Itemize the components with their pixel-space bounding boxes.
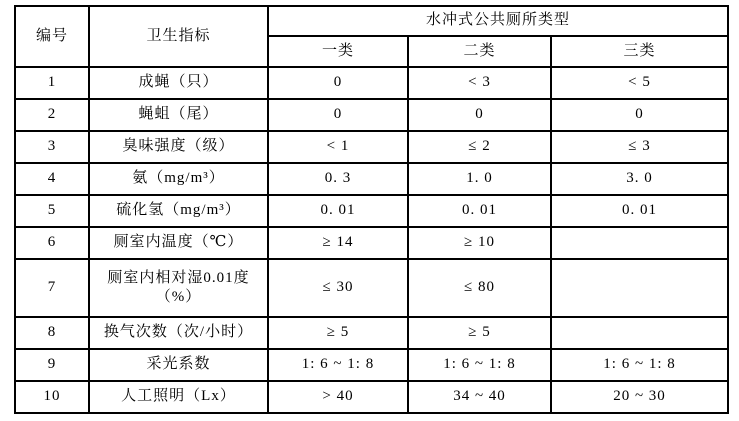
- indicator-cell: 人工照明（Lx）: [89, 381, 268, 413]
- table-row: [15, 349, 728, 381]
- indicator-cell: 蝇蛆（尾）: [89, 99, 268, 131]
- table-row: [15, 67, 728, 99]
- row-number-cell: 2: [15, 99, 89, 131]
- class2-value-cell: ≥ 10: [408, 227, 551, 259]
- row-number-cell: 9: [15, 349, 89, 381]
- class2-value-cell: 34 ~ 40: [408, 381, 551, 413]
- class3-value-cell: 1: 6 ~ 1: 8: [551, 349, 728, 381]
- indicator-cell: 厕室内温度（℃）: [89, 227, 268, 259]
- row-number-cell: 8: [15, 317, 89, 349]
- indicator-cell: 氨（mg/m³）: [89, 163, 268, 195]
- class1-value-cell: ≥ 5: [268, 317, 408, 349]
- row-number-cell: 4: [15, 163, 89, 195]
- table-row: [15, 259, 728, 317]
- table-row: [15, 381, 728, 413]
- class1-value-cell: 1: 6 ~ 1: 8: [268, 349, 408, 381]
- class1-value-cell: ≥ 14: [268, 227, 408, 259]
- class2-value-cell: ≤ 80: [408, 259, 551, 317]
- class2-value-cell: 0. 01: [408, 195, 551, 227]
- class2-value-cell: ≥ 5: [408, 317, 551, 349]
- row-number-cell: 5: [15, 195, 89, 227]
- class3-value-cell: 3. 0: [551, 163, 728, 195]
- class2-value-cell: ≤ 2: [408, 131, 551, 163]
- header-cell-class-3: 三类: [551, 36, 728, 67]
- class3-value-cell: 20 ~ 30: [551, 381, 728, 413]
- class3-value-cell: [551, 259, 728, 317]
- indicator-cell: 成蝇（只）: [89, 67, 268, 99]
- class3-value-cell: 0: [551, 99, 728, 131]
- hygiene-standards-table: [14, 5, 729, 414]
- header-cell-number: 编号: [15, 6, 89, 67]
- indicator-cell: 厕室内相对湿0.01度（%）: [89, 259, 268, 317]
- class1-value-cell: ≤ 30: [268, 259, 408, 317]
- indicator-cell: 硫化氢（mg/m³）: [89, 195, 268, 227]
- class2-value-cell: 1. 0: [408, 163, 551, 195]
- table-row: [15, 131, 728, 163]
- row-number-cell: 10: [15, 381, 89, 413]
- header-cell-indicator: 卫生指标: [89, 6, 268, 67]
- header-row-group: [15, 6, 728, 36]
- row-number-cell: 1: [15, 67, 89, 99]
- class1-value-cell: 0. 01: [268, 195, 408, 227]
- table-row: [15, 227, 728, 259]
- indicator-cell: 换气次数（次/小时）: [89, 317, 268, 349]
- table-row: [15, 195, 728, 227]
- header-cell-toilet-type-group: 水冲式公共厕所类型: [268, 6, 728, 36]
- row-number-cell: 6: [15, 227, 89, 259]
- class1-value-cell: > 40: [268, 381, 408, 413]
- indicator-cell: 臭味强度（级）: [89, 131, 268, 163]
- class2-value-cell: 0: [408, 99, 551, 131]
- class2-value-cell: < 3: [408, 67, 551, 99]
- class1-value-cell: 0. 3: [268, 163, 408, 195]
- class3-value-cell: [551, 317, 728, 349]
- table-row: [15, 317, 728, 349]
- table-row: [15, 163, 728, 195]
- table-row: [15, 99, 728, 131]
- class1-value-cell: 0: [268, 67, 408, 99]
- row-number-cell: 3: [15, 131, 89, 163]
- class3-value-cell: 0. 01: [551, 195, 728, 227]
- class2-value-cell: 1: 6 ~ 1: 8: [408, 349, 551, 381]
- class1-value-cell: < 1: [268, 131, 408, 163]
- class3-value-cell: [551, 227, 728, 259]
- class3-value-cell: ≤ 3: [551, 131, 728, 163]
- header-cell-class-2: 二类: [408, 36, 551, 67]
- row-number-cell: 7: [15, 259, 89, 317]
- header-cell-class-1: 一类: [268, 36, 408, 67]
- class1-value-cell: 0: [268, 99, 408, 131]
- class3-value-cell: < 5: [551, 67, 728, 99]
- indicator-cell: 采光系数: [89, 349, 268, 381]
